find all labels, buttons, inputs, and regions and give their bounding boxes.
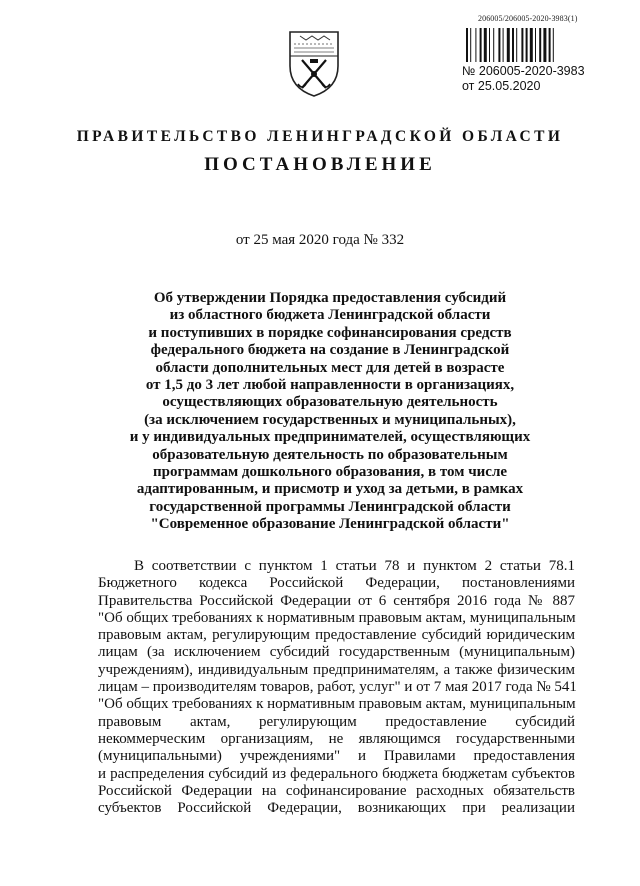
subject-line: от 1,5 до 3 лет любой направленности в организациях, [145, 377, 515, 394]
subject-line: области дополнительных мест для детей в возрасте [155, 359, 505, 376]
body-line: лицам – производителям товаров, работ, услуг" и от 7 мая 2017 года № 541 [98, 679, 577, 696]
document-id-header: 206005/206005-2020-3983(1) [478, 14, 578, 23]
body-line: лицам (за исключением субсидий государственным (муниципальным) [98, 644, 575, 661]
document-type-heading: ПОСТАНОВЛЕНИЕ [204, 154, 436, 175]
registration-number: № 206005-2020-3983 [462, 64, 585, 78]
subject-line: (за исключением государственных и муниципальных), [144, 411, 516, 428]
body-paragraph [98, 558, 575, 817]
body-line: "Об общих требованиях к нормативным правовым актам, муниципальным [98, 696, 576, 713]
subject-line: осуществляющих образовательную деятельность [162, 394, 498, 411]
body-line: "Об общих требованиях к нормативным правовым актам, муниципальным [98, 609, 576, 626]
subject-line: программам дошкольного образования, в том числе [152, 464, 508, 481]
subject-line: и поступивших в порядке софинансирования средств [148, 324, 512, 341]
registration-block [462, 64, 585, 94]
subject-line: государственной программы Ленинградской области [149, 498, 511, 515]
body-line: Бюджетного кодекса Российской Федерации, постановлениями [98, 575, 575, 592]
body-line: субъектов Российской Федерации, возникающих при реализации [98, 800, 575, 817]
body-line: правовым актам, регулирующим предоставление субсидий [98, 713, 575, 730]
leningrad-oblast-emblem-icon [286, 26, 342, 98]
body-line: учреждениям), индивидуальным предпринимателям, а также физическим [98, 661, 575, 678]
body-line: правовым актам, регулирующим предоставление субсидий юридическим [98, 627, 575, 644]
subject-line: образовательную деятельность по образовательным [152, 446, 508, 463]
subject-line: "Современное образование Ленинградской области" [150, 516, 510, 533]
barcode-graphic [466, 28, 590, 62]
government-title: ПРАВИТЕЛЬСТВО ЛЕНИНГРАДСКОЙ ОБЛАСТИ [76, 128, 564, 145]
subject-line: адаптированным, и присмотр и уход за детьми, в рамках [136, 481, 524, 498]
body-line: Правительства Российской Федерации от 6 сентября 2016 года № 887 [98, 592, 575, 609]
body-line: (муниципальными) учреждениями" и Правилами предоставления [98, 748, 575, 765]
body-line: В соответствии с пунктом 1 статьи 78 и пунктом 2 статьи 78.1 [134, 558, 575, 574]
subject-line: и у индивидуальных предпринимателей, осуществляющих [129, 429, 531, 446]
document-date-number: от 25 мая 2020 года № 332 [235, 232, 405, 248]
body-line: и распределения субсидий из федерального бюджета бюджетам субъектов [98, 765, 575, 782]
resolution-subject [110, 290, 550, 534]
subject-line: Об утверждении Порядка предоставления субсидий [153, 290, 507, 306]
registration-date: от 25.05.2020 [462, 79, 541, 93]
body-line: Российской Федерации на софинансирование расходных обязательств [98, 782, 575, 799]
subject-line: из областного бюджета Ленинградской области [169, 307, 491, 324]
subject-line: федерального бюджета на создание в Ленинградской [150, 342, 510, 359]
body-line: некоммерческим организациям, не являющимся государственными [98, 730, 575, 747]
